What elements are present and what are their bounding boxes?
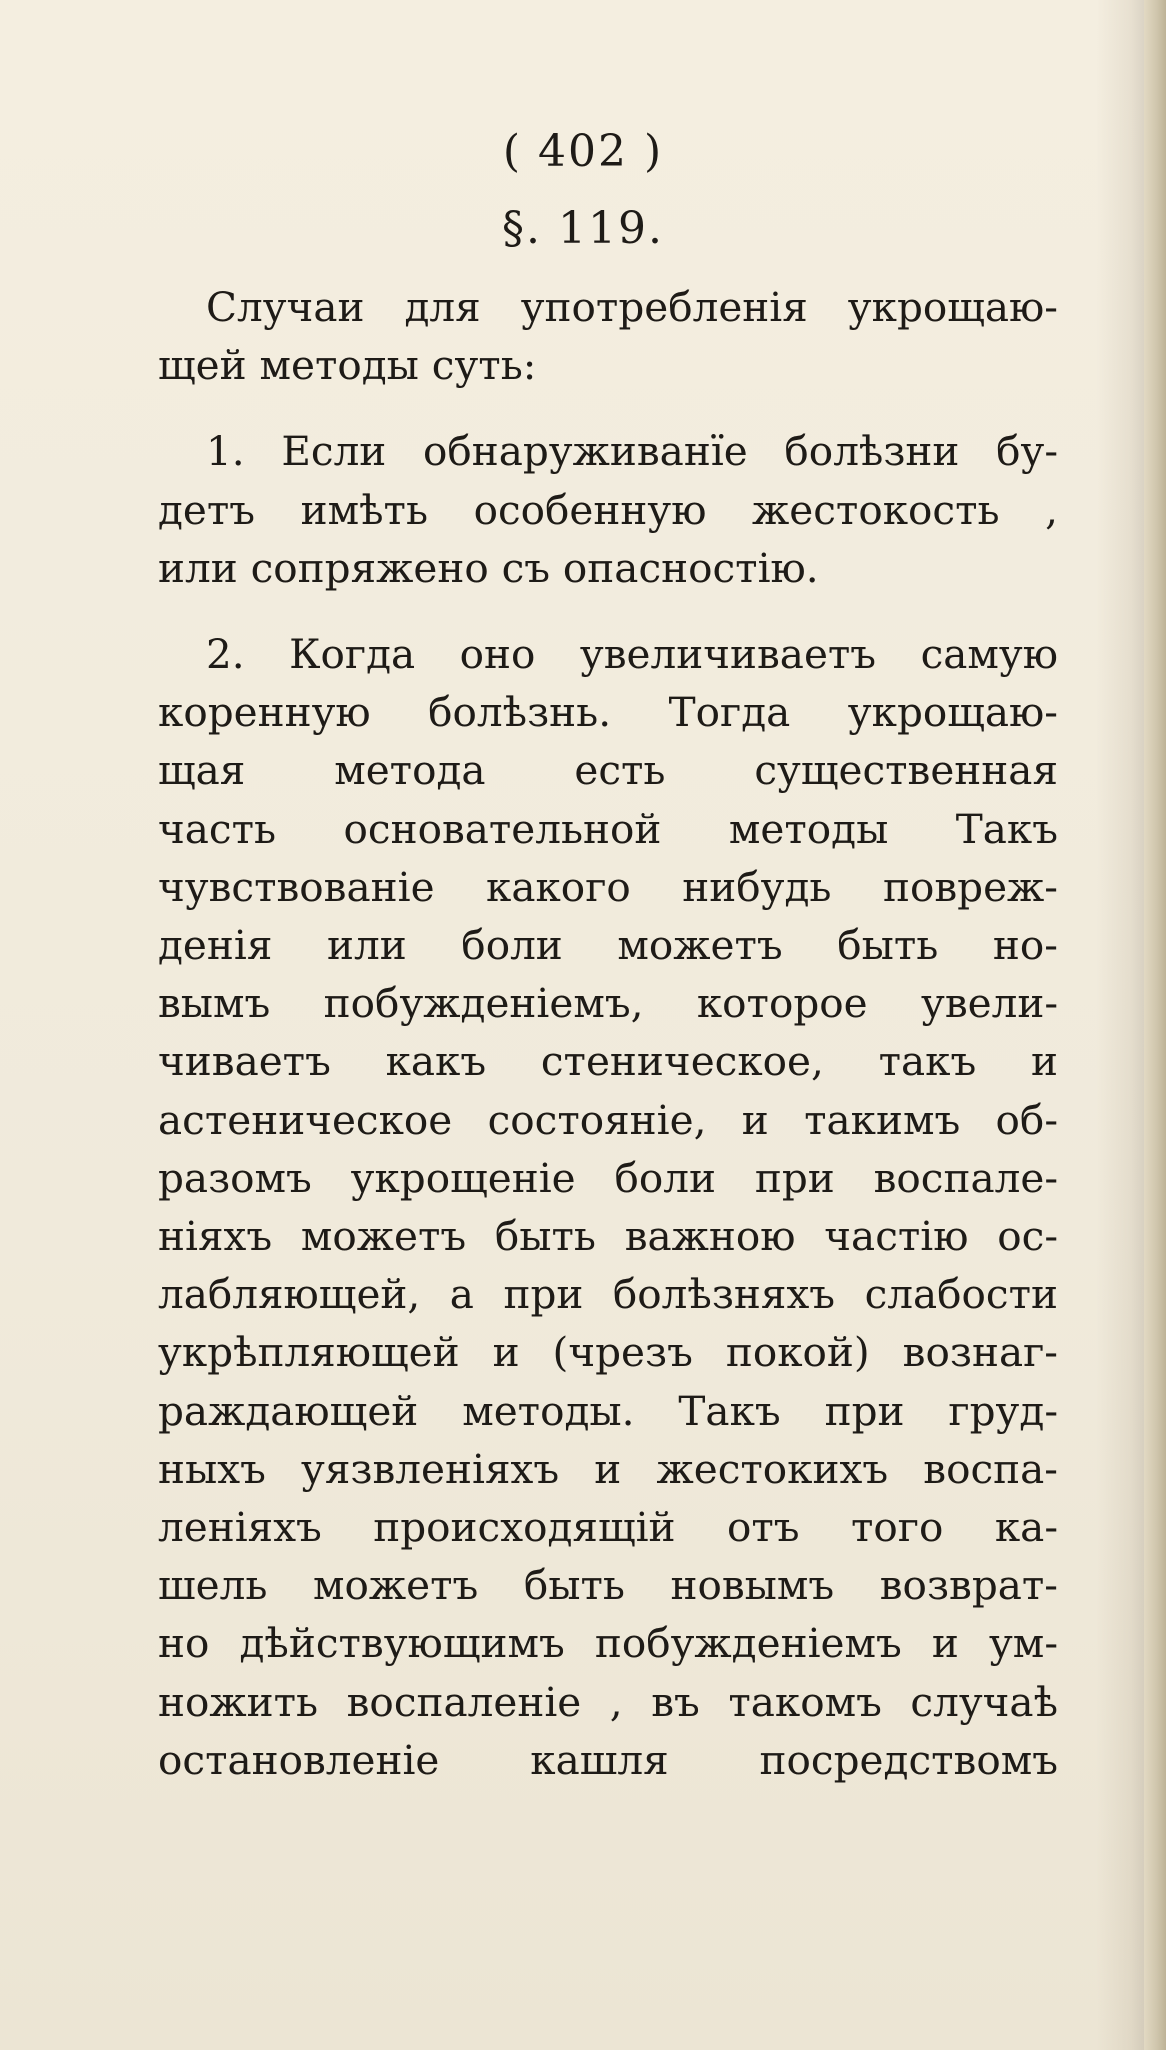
text-line: чувствованіе какого нибудь повреж- [158,862,1058,911]
paragraph-gap [158,597,1058,625]
text-line: денія или боли можетъ быть но- [158,921,1058,970]
text-line: астеническое состояніе, и такимъ об- [158,1095,1058,1144]
text-line: Случаи для употребленія укрощаю- [206,283,1058,331]
text-line: шель можетъ быть новымъ возврат- [158,1561,1058,1610]
text-line: щая метода есть существенная [158,746,1058,795]
text-line: или сопряжено съ опасностію. [158,543,819,592]
text-line: ныхъ уязвленіяхъ и жестокихъ воспа- [158,1444,1058,1493]
body-text [158,278,1058,1789]
text-line: разомъ укрощеніе боли при воспале- [158,1153,1058,1202]
text-line: коренную болѣзнь. Тогда укрощаю- [158,688,1058,737]
text-line: раждающей методы. Такъ при груд- [158,1386,1058,1435]
page-number: ( 402 ) [502,126,664,177]
text-line: ніяхъ можетъ быть важною частію ос- [158,1212,1058,1261]
section-heading: §. 119. [502,203,664,254]
text-line: детъ имѣть особенную жестокость , [158,485,1058,534]
text-line: ножить воспаленіе , въ такомъ случаѣ [158,1677,1058,1726]
text-line: 2. Когда оно увеличиваетъ самую [206,630,1058,679]
text-line: чиваетъ какъ стеническое, такъ и [158,1037,1058,1086]
text-line: 1. Если обнаруживанїе болѣзни бу- [206,427,1058,476]
text-line: леніяхъ происходящій отъ того ка- [158,1503,1058,1552]
text-line: лабляющей, а при болѣзняхъ слабости [158,1270,1058,1319]
text-line: вымъ побужденіемъ, которое увели- [158,979,1058,1028]
text-line: часть основательной методы Такъ [158,804,1058,853]
text-line: но дѣйствующимъ побужденіемъ и ум- [158,1619,1058,1668]
text-line: остановленіе кашля посредствомъ [158,1735,1058,1784]
paragraph-gap [158,394,1058,422]
text-line: щей методы суть: [158,341,537,390]
page-edge [1144,0,1166,2050]
text-line: укрѣпляющей и (чрезъ покой) вознаг- [158,1328,1058,1377]
